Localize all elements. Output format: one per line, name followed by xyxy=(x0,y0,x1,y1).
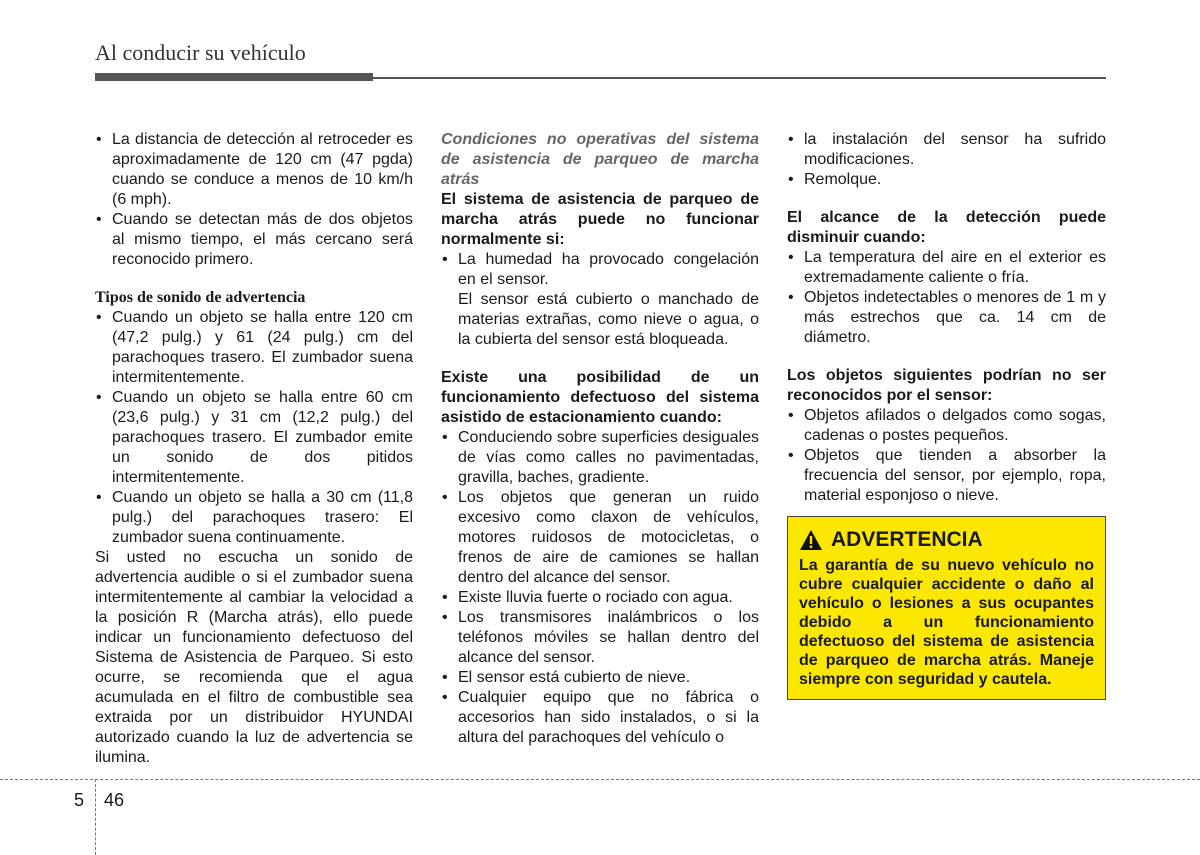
list-item: • Objetos afilados o delgados como sogas, cadenas o postes pequeños. xyxy=(787,406,1106,446)
column-2 xyxy=(441,130,759,748)
list-item: • Cuando se detectan más de dos objetos al mismo tiempo, el más cercano será reconocido primero. xyxy=(95,210,413,270)
bold-intro: El sistema de asistencia de parqueo de marcha atrás puede no funcionar normalmente si: xyxy=(441,191,759,248)
list-item: • Objetos que tienden a absorber la frecuencia del sensor, por ejemplo, ropa, material esponjoso o nieve. xyxy=(787,446,1106,506)
section-heading-non-operative: Condiciones no operativas del sistema de asistencia de parqueo de marcha atrás xyxy=(441,131,759,188)
bold-heading-defect: Existe una posibilidad de un funcionamiento defectuoso del sistema asistido de estacionamiento cuando: xyxy=(441,369,759,426)
bold-heading-range: El alcance de la detección puede disminuir cuando: xyxy=(787,209,1106,246)
bullet-list-sounds xyxy=(95,308,413,548)
column-1 xyxy=(95,130,413,768)
list-item-text: La humedad ha provocado congelación en el sensor. xyxy=(458,251,759,288)
header-rule-thin xyxy=(373,77,1106,79)
page-number: 46 xyxy=(104,790,125,810)
footer-dashed-rule xyxy=(0,779,1200,780)
list-item-continuation: El sensor está cubierto o manchado de materias extrañas, como nieve o agua, o la cubierta del sensor está bloqueada. xyxy=(458,291,759,348)
list-item xyxy=(441,250,759,350)
list-item: • Los objetos que generan un ruido excesivo como claxon de vehículos, motores ruidosos de motocicletas, o frenos de aire de camiones se hallan dentro del alcance del sensor. xyxy=(441,488,759,588)
list-item: • Conduciendo sobre superficies desiguales de vías como calles no pavimentadas, gravilla, baches, gradiente. xyxy=(441,428,759,488)
list-item: • El sensor está cubierto de nieve. xyxy=(441,668,759,688)
list-item: • Cuando un objeto se halla entre 120 cm (47,2 pulg.) y 61 (24 pulg.) cm del parachoques trasero. El zumbador suena intermitentemente. xyxy=(95,308,413,388)
bullet-list-continued xyxy=(787,130,1106,190)
bullet-list-range xyxy=(787,248,1106,348)
warning-text: La garantía de su nuevo vehículo no cubre cualquier accidente o daño al vehículo o lesiones a sus ocupantes debido a un funcionamiento defectuoso del sistema de asistencia de parqueo de marcha atrás. Maneje siempre con seguridad y cautela. xyxy=(799,557,1094,688)
bullet-list-defect-conditions xyxy=(441,428,759,748)
list-item: • Los transmisores inalámbricos o los teléfonos móviles se hallan dentro del alcance del sensor. xyxy=(441,608,759,668)
list-item: • Cualquier equipo que no fábrica o accesorios han sido instalados, o si la altura del parachoques del vehículo o xyxy=(441,688,759,748)
body-paragraph: Si usted no escucha un sonido de advertencia audible o si el zumbador suena intermitentemente al cambiar la velocidad a la posición R (Marcha atrás), ello puede indicar un funcionamiento defectuoso del Sistema de Asistencia de Parqueo. Si esto ocurre, se recomienda que el agua acumulada en el filtro de combustible sea extraida por un distribuidor HYUNDAI autorizado cuando la luz de advertencia se ilumina. xyxy=(95,549,413,766)
list-item-continuation: • la instalación del sensor ha sufrido modificaciones. xyxy=(787,130,1106,170)
warning-header xyxy=(799,529,1094,551)
bold-heading-objects: Los objetos siguientes podrían no ser reconocidos por el sensor: xyxy=(787,367,1106,404)
bullet-list-objects xyxy=(787,406,1106,506)
list-item: • Cuando un objeto se halla a 30 cm (11,8 pulg.) del parachoques trasero: El zumbador suena continuamente. xyxy=(95,488,413,548)
warning-title: ADVERTENCIA xyxy=(831,528,983,551)
warning-box xyxy=(787,516,1106,700)
warning-triangle-icon xyxy=(799,529,823,551)
header-rule-thick xyxy=(95,73,373,81)
list-item: • Objetos indetectables o menores de 1 m y más estrechos que ca. 14 cm de diámetro. xyxy=(787,288,1106,348)
bullet-list-malfunction-causes xyxy=(441,250,759,350)
footer-dashed-divider xyxy=(95,779,96,855)
column-3 xyxy=(787,130,1106,700)
list-item: • Cuando un objeto se halla entre 60 cm (23,6 pulg.) y 31 cm (12,2 pulg.) del parachoques trasero. El zumbador emite un sonido de dos pitidos intermitentemente. xyxy=(95,388,413,488)
chapter-number: 5 xyxy=(74,790,85,810)
list-item: • La temperatura del aire en el exterior es extremadamente caliente o fría. xyxy=(787,248,1106,288)
bullet-list-detection xyxy=(95,130,413,270)
section-heading-warning-sounds: Tipos de sonido de advertencia xyxy=(95,289,306,306)
list-item: • Remolque. xyxy=(787,170,1106,190)
list-item: • Existe lluvia fuerte o rociado con agua. xyxy=(441,588,759,608)
page-header-title: Al conducir su vehículo xyxy=(95,40,306,65)
list-item: • La distancia de detección al retroceder es aproximadamente de 120 cm (47 pgda) cuando se conduce a menos de 10 km/h (6 mph). xyxy=(95,130,413,210)
